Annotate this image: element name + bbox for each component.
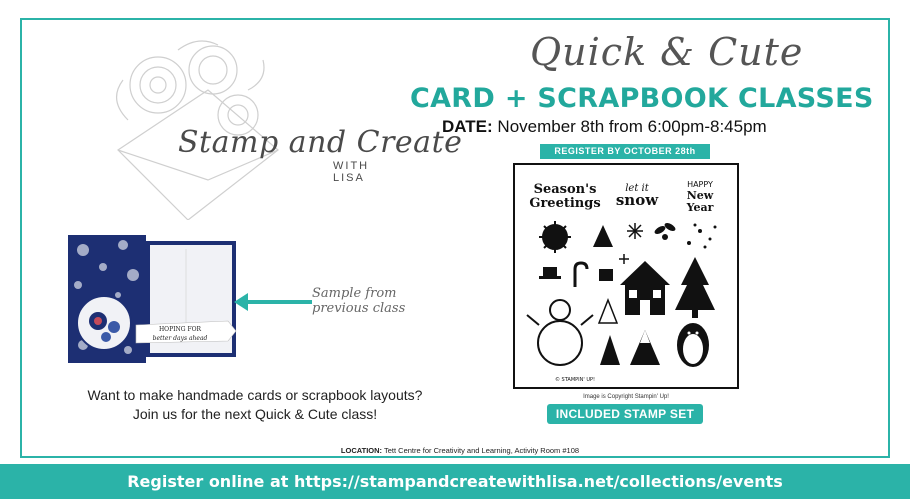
location-label: LOCATION: bbox=[340, 446, 383, 455]
date-line bbox=[442, 117, 767, 137]
stamp-copyright-mark: © STAMPIN' UP! bbox=[554, 377, 596, 383]
tree-stamp-outline bbox=[599, 300, 617, 323]
candy-cane-stamp bbox=[575, 263, 587, 287]
gift-stamp bbox=[599, 269, 613, 281]
stamp-newyear-text-2: Year bbox=[686, 201, 714, 214]
card-hoping-text: HOPING FOR bbox=[158, 326, 202, 333]
stamp-snow-text: snow bbox=[615, 191, 659, 209]
sample-card-illustration bbox=[68, 235, 238, 365]
stamp-set-image bbox=[513, 163, 739, 389]
included-stamp-set-badge: INCLUDED STAMP SET bbox=[547, 404, 703, 424]
register-footer[interactable]: Register online at https://stampandcreatewithlisa.net/collections/events bbox=[0, 464, 910, 499]
logo bbox=[78, 30, 463, 220]
stamp-letit-text: let it bbox=[625, 183, 649, 194]
copyright-caption: Image is Copyright Stampin' Up! bbox=[583, 394, 669, 400]
stamp-happy-text: HAPPY bbox=[687, 180, 713, 189]
hat-stamp bbox=[543, 267, 557, 277]
sample-note-line2: previous class bbox=[312, 301, 406, 316]
stamp-greetings-text: Season's bbox=[533, 182, 597, 197]
logo-script-text: Stamp and Create bbox=[178, 125, 463, 160]
date-value: November 8th from 6:00pm-8:45pm bbox=[492, 117, 767, 136]
arrow-left-icon bbox=[234, 292, 314, 312]
sample-note-line1: Sample from bbox=[312, 286, 397, 301]
small-snowflake-stamp bbox=[627, 223, 643, 239]
stamp-set-illustration bbox=[515, 165, 737, 387]
stamp-greetings-text-2: Greetings bbox=[529, 196, 601, 211]
tree-stamp-small bbox=[600, 335, 620, 365]
penguin-stamp bbox=[677, 323, 709, 367]
register-by-badge: REGISTER BY OCTOBER 28th bbox=[540, 144, 710, 159]
invite-text bbox=[50, 386, 460, 424]
quick-and-cute-title: Quick & Cute bbox=[530, 30, 804, 74]
invite-line2: Join us for the next Quick & Cute class! bbox=[132, 406, 378, 422]
invite-line1: Want to make handmade cards or scrapbook layouts? bbox=[87, 387, 423, 403]
snow-dots-stamp bbox=[687, 224, 717, 249]
house-stamp bbox=[620, 261, 670, 315]
sample-card-image bbox=[68, 235, 238, 365]
tree-stamp-large bbox=[675, 257, 715, 310]
card-better-text: better days ahead bbox=[152, 335, 208, 342]
holly-stamp bbox=[653, 221, 676, 240]
snowflake-stamp bbox=[539, 221, 571, 253]
logo-with-text: WITH LISA bbox=[333, 160, 370, 184]
stamp-newyear-text: New bbox=[686, 189, 714, 202]
sample-note bbox=[312, 286, 405, 316]
snowman-stamp bbox=[527, 300, 593, 365]
mountain-stamp-small bbox=[593, 225, 613, 247]
small-snowflake-stamp-2 bbox=[619, 254, 629, 264]
date-label: DATE: bbox=[442, 117, 493, 136]
location-value: Tett Centre for Creativity and Learning, Activity Room #108 bbox=[382, 446, 580, 455]
location-line bbox=[260, 446, 660, 455]
classes-heading: CARD + SCRAPBOOK CLASSES bbox=[410, 83, 874, 114]
